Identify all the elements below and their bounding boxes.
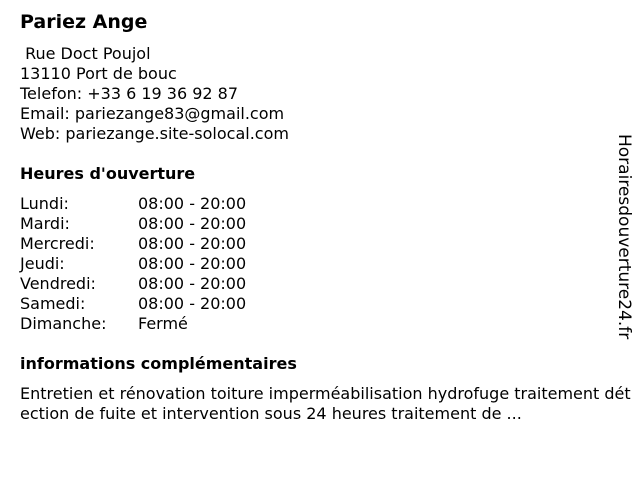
hours-row-wednesday (20, 234, 320, 254)
hours-row-friday (20, 274, 320, 294)
email-address[interactable]: Email: pariezange83@gmail.com (20, 104, 285, 123)
day-label: Lundi: (20, 194, 69, 213)
phone-number[interactable]: Telefon: +33 6 19 36 92 87 (20, 84, 239, 103)
time-value: 08:00 - 20:00 (138, 274, 247, 293)
day-label: Jeudi: (20, 254, 65, 273)
business-description: Entretien et rénovation toiture imperméabilisation hydrofuge traitement détection de fuite et intervention sous 24 heures traitement de ... (20, 384, 631, 423)
street-address: Rue Doct Poujol (20, 44, 151, 63)
website-link[interactable]: Web: pariezange.site-solocal.com (20, 124, 289, 143)
time-value: 08:00 - 20:00 (138, 254, 247, 273)
time-value: 08:00 - 20:00 (138, 294, 247, 313)
day-label: Mercredi: (20, 234, 95, 253)
hours-row-saturday (20, 294, 320, 314)
city-address: 13110 Port de bouc (20, 64, 177, 83)
hours-row-sunday (20, 314, 320, 334)
hours-heading: Heures d'ouverture (20, 164, 196, 183)
site-watermark: Horairesdouverture24.fr (614, 134, 634, 340)
day-label: Samedi: (20, 294, 86, 313)
hours-row-tuesday (20, 214, 320, 234)
time-value: 08:00 - 20:00 (138, 214, 247, 233)
opening-hours-list (20, 194, 320, 334)
day-label: Dimanche: (20, 314, 107, 333)
day-label: Mardi: (20, 214, 70, 233)
time-value: 08:00 - 20:00 (138, 194, 247, 213)
business-name: Pariez Ange (20, 11, 148, 33)
time-value: 08:00 - 20:00 (138, 234, 247, 253)
time-value: Fermé (138, 314, 188, 333)
hours-row-thursday (20, 254, 320, 274)
day-label: Vendredi: (20, 274, 96, 293)
info-heading: informations complémentaires (20, 354, 297, 373)
hours-row-monday (20, 194, 320, 214)
contact-block (20, 44, 289, 144)
